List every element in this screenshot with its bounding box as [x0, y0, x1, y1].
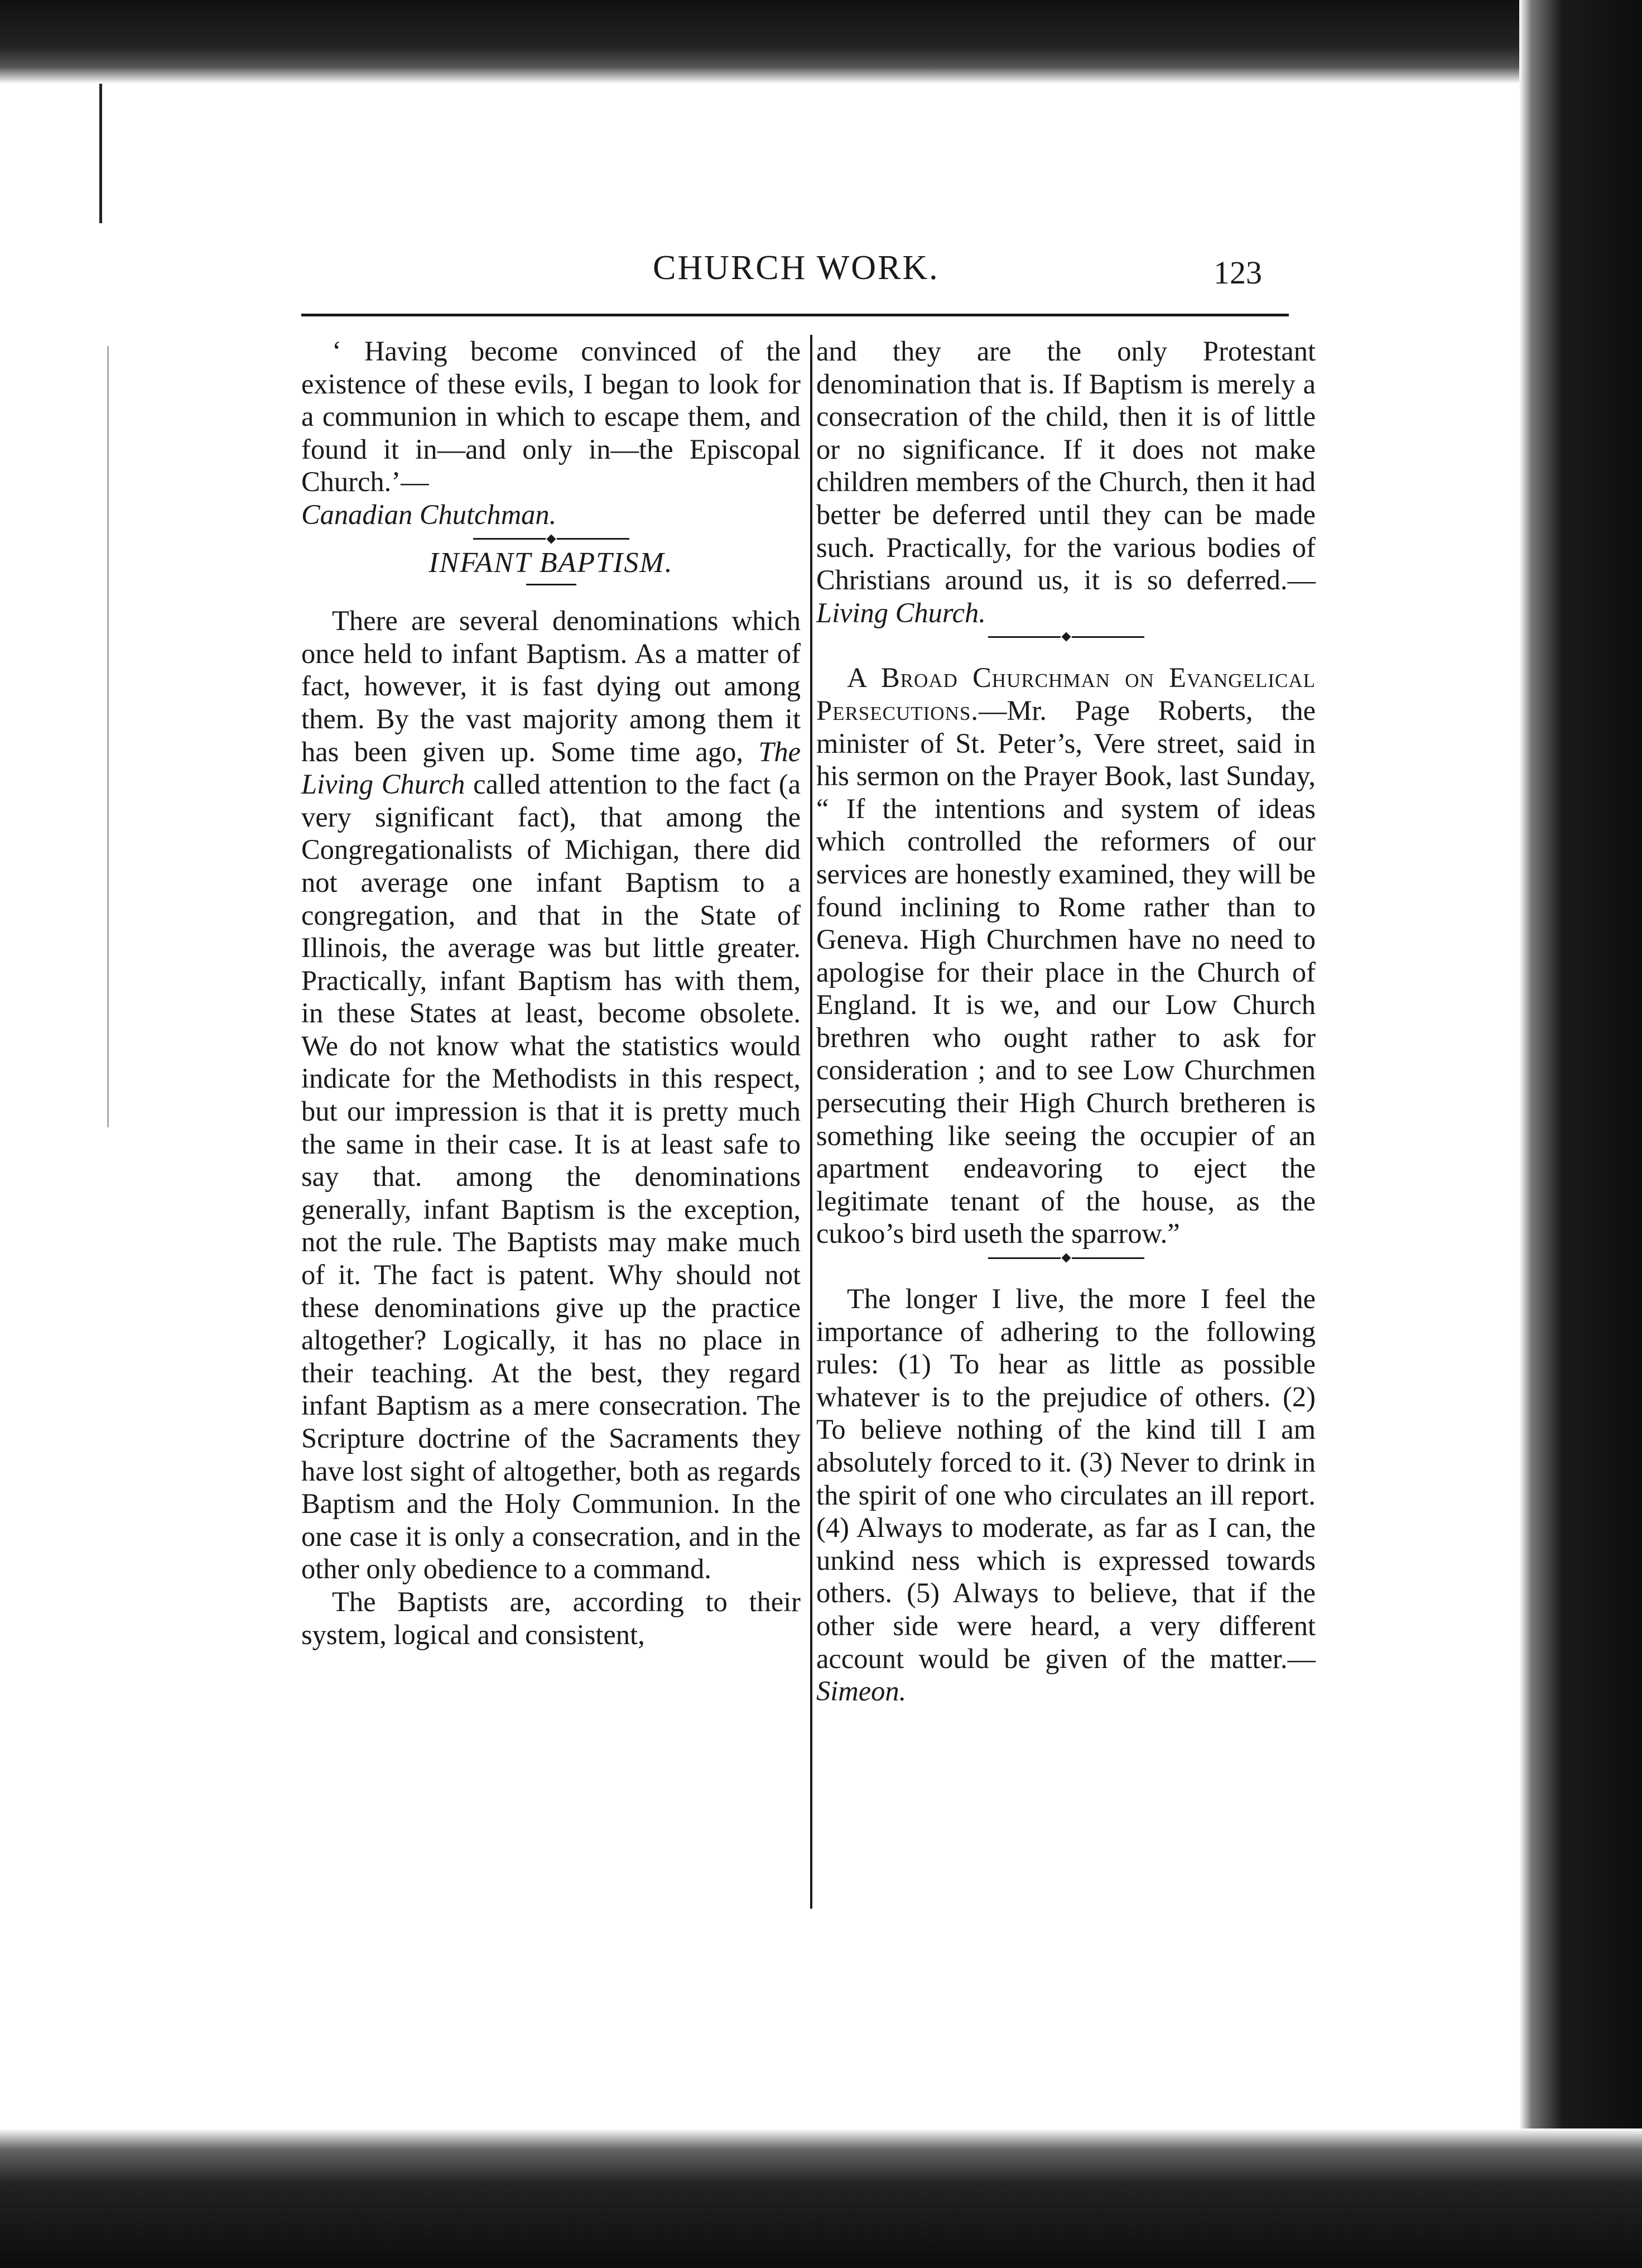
- article-paragraph: The longer I live, the more I feel the importance of adhering to the following rules: (1) To hear as little as possible whatever is to the prejudice of others. (2) To believe nothing of the kind till I am absolutely forced to it. (3) Never to drink in the spirit of one who circulates an ill report. (4) Always to moderate, as far as I can, the unkind ness which is expressed towards others. (5) Always to believe, that if the other side were heard, a very different account would be given of the matter.—Simeon.: [816, 1283, 1316, 1707]
- publication-title: The Living Church: [301, 736, 801, 800]
- title-rule: [526, 584, 576, 585]
- scan-binding-mark: [99, 84, 102, 223]
- article-title: INFANT BAPTISM.: [428, 546, 673, 579]
- article-paragraph: A Broad Churchman on Evangelical Persecutions.—Mr. Page Roberts, the minister of St. Peter’s, Vere street, said in his sermon on the Prayer Book, last Sunday, “ If the intentions and system of ideas which controlled the reformers of our services are honestly examined, they will be found inclining to Rome rather than to Geneva. High Churchmen have no need to apologise for their place in the Church of England. It is we, and our Low Church brethren who ought rather to ask for consideration ; and to see Low Churchmen persecuting their High Church bretheren is something like seeing the occupier of an apartment endeavoring to eject the legitimate tenant of the house, as the cukoo’s bird useth the sparrow.”: [816, 662, 1316, 1250]
- right-column: [816, 335, 1316, 1708]
- scan-binding-mark: [107, 346, 109, 1127]
- section-divider: [816, 1250, 1316, 1266]
- article-paragraph: There are several denominations which once held to infant Baptism. As a matter of fact, however, it is fast dying out among them. By the vast majority among them it has been given up. Some time ago, The Living Church called attention to the fact (a very significant fact), that among the Congregationalists of Michigan, there did not average one infant Baptism to a congregation, and that in the State of Illinois, the average was but little greater. Practically, infant Baptism has with them, in these States at least, become obsolete. We do not know what the statistics would indicate for the Methodists in this respect, but our impression is that it is pretty much the same in their case. It is at least safe to say that. among the denominations generally, infant Baptism is the exception, not the rule. The Baptists may make much of it. The fact is patent. Why should not these denominations give up the practice altogether? Logically, it has no place in their teaching. At the best, they regard infant Baptism as a mere consecration. The Scripture doctrine of the Sacraments they have lost sight of altogether, both as regards Baptism and the Holy Communion. In the one case it is only a consecration, and in the other only obedience to a command.: [301, 605, 801, 1585]
- article-paragraph: and they are the only Protestant denomination that is. If Baptism is merely a consecration of the child, then it is of little or no significance. If it does not make children members of the Church, then it had better be deferred until they can be made such. Practically, for the various bodies of Christians around us, it is so deferred.—Living Church.: [816, 335, 1316, 628]
- quote-text: ‘ Having become convinced of the existence of these evils, I began to look for a communion in which to escape them, and found it in—and only in—the Episcopal Church.’—: [301, 335, 801, 498]
- left-column: [301, 335, 801, 1651]
- quote-source: Simeon.: [816, 1675, 907, 1707]
- column-divider: [810, 335, 812, 1909]
- section-divider: [816, 629, 1316, 645]
- running-title: CHURCH WORK.: [653, 249, 940, 287]
- article-paragraph: The Baptists are, according to their system, logical and consistent,: [301, 1585, 801, 1650]
- header-rule: [301, 314, 1289, 316]
- section-divider: [301, 531, 801, 547]
- scan-border-right: [1519, 0, 1642, 2268]
- quote-source: Canadian Chutchman.: [301, 498, 557, 530]
- item-heading: A Broad Churchman on Evangelical Persecutions.: [816, 662, 1316, 726]
- quote-source: Living Church.: [816, 597, 986, 628]
- scan-border-bottom: [0, 2128, 1642, 2268]
- scan-border-top: [0, 0, 1642, 84]
- page-number: 123: [1214, 254, 1262, 291]
